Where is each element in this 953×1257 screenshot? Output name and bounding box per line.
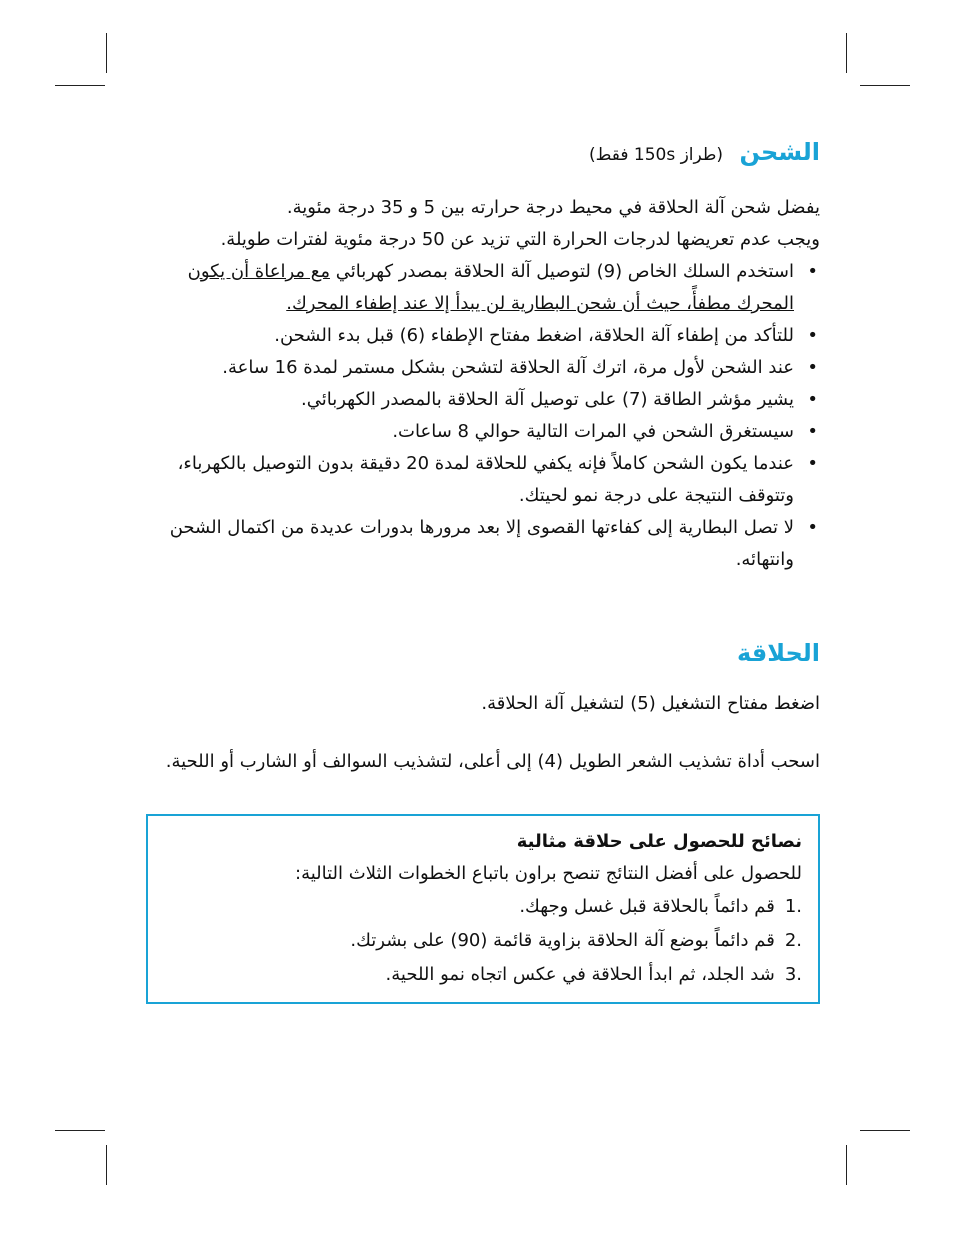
charging-intro-line-1: يفضل شحن آلة الحلاقة في محيط درجة حرارته بين 5 و 35 درجة مئوية. <box>286 197 820 218</box>
step-text: قم دائماً بالحلاقة قبل غسل وجهك. <box>519 896 775 917</box>
model-note: (طراز 150s فقط) <box>588 145 724 165</box>
crop-mark-top-left-horizontal <box>55 85 105 86</box>
tips-steps-list <box>164 890 802 992</box>
crop-mark-bottom-left-horizontal <box>55 1130 105 1131</box>
charging-bullet-list <box>140 256 820 576</box>
charging-title: الشحن <box>739 138 820 166</box>
list-item: • للتأكد من إطفاء آلة الحلاقة، اضغط مفتاح الإطفاء (6) قبل بدء الشحن. <box>140 320 820 352</box>
bullet-1-underlined-text: مع مراعاة أن يكون المحرك مطفأً، حيث أن شحن البطارية لن يبدأ إلا عند إطفاء المحرك. <box>187 261 794 314</box>
document-page <box>140 135 820 1004</box>
shaving-title: الحلاقة <box>736 639 820 667</box>
crop-mark-bottom-right-horizontal <box>860 1130 910 1131</box>
shaving-section <box>140 636 820 778</box>
charging-section <box>140 135 820 576</box>
tips-intro: للحصول على أفضل النتائج تنصح براون باتباع الخطوات الثلاث التالية: <box>295 863 802 884</box>
list-item <box>140 256 820 320</box>
crop-mark-top-right-horizontal <box>860 85 910 86</box>
step-number: 1. <box>784 896 802 917</box>
tips-box <box>146 814 820 1004</box>
crop-mark-bottom-left-vertical <box>106 1145 107 1185</box>
shaving-paragraph-2: اسحب أداة تشذيب الشعر الطويل (4) إلى أعلى، لتشذيب السوالف أو الشارب أو اللحية. <box>165 751 820 772</box>
list-item: • سيستغرق الشحن في المرات التالية حوالي 8 ساعات. <box>140 416 820 448</box>
bullet-1-text: استخدم السلك الخاص (9) لتوصيل آلة الحلاقة بمصدر كهربائي <box>335 261 794 282</box>
tips-title: نصائح للحصول على حلاقة مثالية <box>516 831 802 852</box>
list-item <box>164 958 802 992</box>
charging-intro-line-2: ويجب عدم تعريضها لدرجات الحرارة التي تزيد عن 50 درجة مئوية لفترات طويلة. <box>220 229 820 250</box>
step-number: 2. <box>784 930 802 951</box>
crop-mark-top-left-vertical <box>106 33 107 73</box>
list-item: • يشير مؤشر الطاقة (7) على توصيل آلة الحلاقة بالمصدر الكهربائي. <box>140 384 820 416</box>
list-item <box>164 924 802 958</box>
step-text: شد الجلد، ثم ابدأ الحلاقة في عكس اتجاه نمو اللحية. <box>385 964 775 985</box>
list-item: • عندما يكون الشحن كاملاً فإنه يكفي للحلاقة لمدة 20 دقيقة بدون التوصيل بالكهرباء، وتتوقف النتيجة على درجة نمو لحيتك. <box>140 448 820 512</box>
crop-mark-top-right-vertical <box>846 33 847 73</box>
step-number: 3. <box>784 964 802 985</box>
charging-heading <box>140 135 820 172</box>
crop-mark-bottom-right-vertical <box>846 1145 847 1185</box>
list-item <box>164 890 802 924</box>
shaving-paragraph-1: اضغط مفتاح التشغيل (5) لتشغيل آلة الحلاقة. <box>481 693 820 714</box>
list-item: • لا تصل البطارية إلى كفاءتها القصوى إلا بعد مرورها بدورات عديدة من اكتمال الشحن وانتهائه. <box>140 512 820 576</box>
list-item: • عند الشحن لأول مرة، اترك آلة الحلاقة لتشحن بشكل مستمر لمدة 16 ساعة. <box>140 352 820 384</box>
step-text: قم دائماً بوضع آلة الحلاقة بزاوية قائمة (90) على بشرتك. <box>350 930 775 951</box>
